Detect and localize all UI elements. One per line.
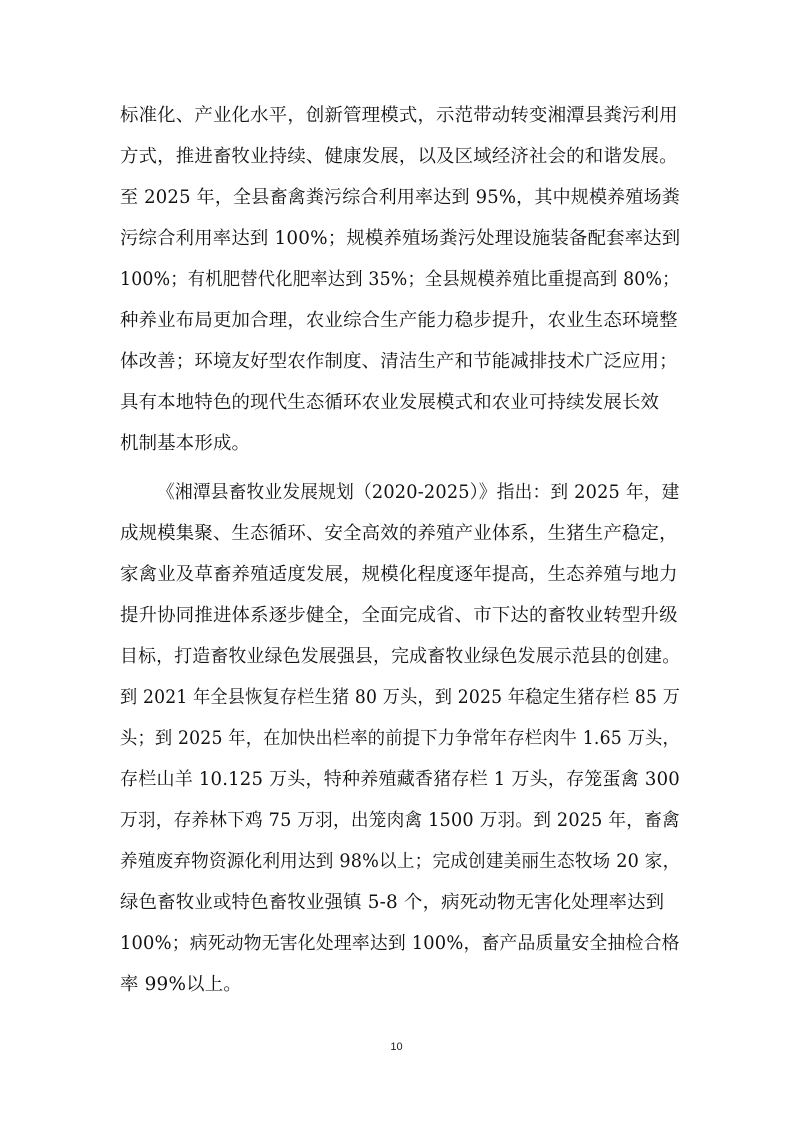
text-line: 机制基本形成。	[120, 433, 251, 454]
text-line: 100%；病死动物无害化处理率达到 100%，畜产品质量安全抽检合格	[120, 933, 680, 954]
text-line: 100%；有机肥替代化肥率达到 35%；全县规模养殖比重提高到 80%；	[120, 269, 680, 290]
text-line: 《湘潭县畜牧业发展规划（2020-2025）》指出：到 2025 年，建	[157, 482, 680, 503]
text-line: 目标，打造畜牧业绿色发展强县，完成畜牧业绿色发展示范县的创建。	[120, 646, 681, 667]
text-line: 种养业布局更加合理，农业综合生产能力稳步提升，农业生态环境整	[120, 310, 678, 331]
text-line: 标准化、产业化水平，创新管理模式，示范带动转变湘潭县粪污利用	[120, 105, 678, 126]
text-line: 头；到 2025 年，在加快出栏率的前提下力争常年存栏肉牛 1.65 万头，	[120, 728, 680, 749]
text-line: 至 2025 年，全县畜禽粪污综合利用率达到 95%，其中规模养殖场粪	[120, 187, 680, 208]
text-line: 体改善；环境友好型农作制度、清洁生产和节能减排技术广泛应用；	[120, 351, 678, 372]
text-line: 养殖废弃物资源化利用达到 98%以上；完成创建美丽生态牧场 20 家，	[120, 851, 681, 872]
text-line: 到 2021 年全县恢复存栏生猪 80 万头，到 2025 年稳定生猪存栏 85 万	[120, 687, 681, 708]
text-line: 成规模集聚、生态循环、安全高效的养殖产业体系，生猪生产稳定，	[120, 523, 678, 544]
text-line: 家禽业及草畜养殖适度发展，规模化程度逐年提高，生态养殖与地力	[120, 564, 678, 585]
text-line: 污综合利用率达到 100%；规模养殖场粪污处理设施装备配套率达到	[120, 228, 681, 249]
text-line: 提升协同推进体系逐步健全，全面完成省、市下达的畜牧业转型升级	[120, 605, 678, 626]
page-number: 10	[390, 1041, 403, 1053]
text-line: 存栏山羊 10.125 万头，特种养殖藏香猪存栏 1 万头，存笼蛋禽 300	[120, 769, 680, 790]
text-line: 方式，推进畜牧业持续、健康发展，以及区域经济社会的和谐发展。	[120, 146, 678, 167]
text-line: 具有本地特色的现代生态循环农业发展模式和农业可持续发展长效	[120, 392, 660, 413]
text-line: 率 99%以上。	[120, 974, 242, 995]
text-line: 万羽，存养林下鸡 75 万羽，出笼肉禽 1500 万羽。到 2025 年，畜禽	[120, 810, 680, 831]
text-line: 绿色畜牧业或特色畜牧业强镇 5-8 个，病死动物无害化处理率达到	[120, 892, 665, 913]
